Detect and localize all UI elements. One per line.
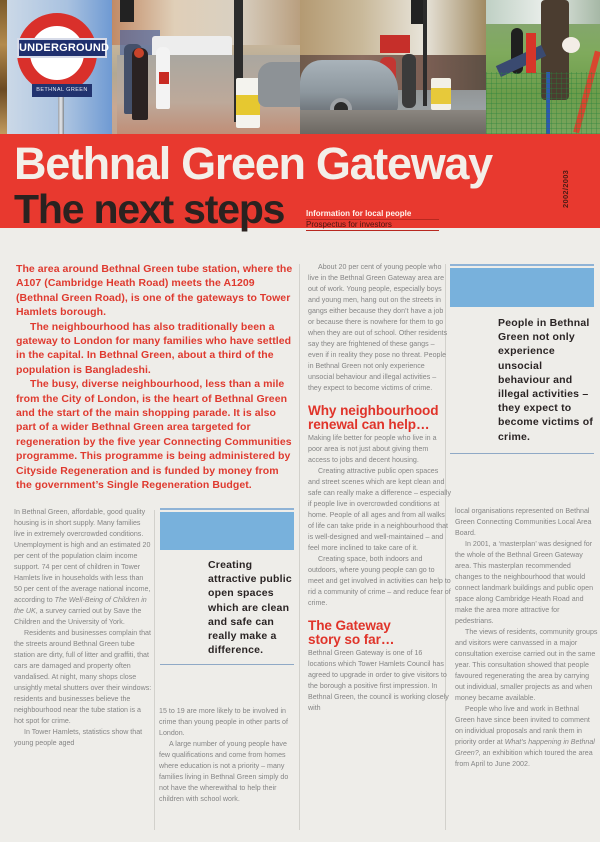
body-paragraph: In 2001, a ‘masterplan’ was designed for the whole of the Bethnal Green Gateway area. This masterplan recommended changes to the neighbourhood that would connect landmark buildings and public open space along Cambridge Heath Road and make the area more attractive for pedestrians.	[455, 540, 594, 625]
pull-quote-open-spaces	[160, 508, 294, 665]
body-paragraph: The views of residents, community groups and visitors were canvassed in a major consultation exercise carried out in the same year. This consultation showed that people favoured regenerating the area by carrying out individual, smaller projects as and when money became available.	[455, 628, 598, 702]
body-paragraph: 15 to 19 are more likely to be involved in crime than young people in other parts of London.	[159, 707, 288, 737]
body-text: , an exhibition which toured the area from April to June 2002.	[455, 749, 593, 768]
body-column-3	[308, 262, 451, 714]
body-text: , a survey carried out by Save the Children and the University of York.	[14, 607, 142, 626]
pull-quote-color-block	[160, 512, 294, 550]
body-paragraph	[14, 507, 152, 628]
pull-quote-crime	[450, 264, 594, 454]
body-paragraph: local organisations represented on Bethnal Green Connecting Communities Local Area Board.	[455, 507, 592, 537]
street-crossing-photo	[112, 0, 300, 134]
body-paragraph: Making life better for people who live in a poor area is not just about giving them access to jobs and decent housing.	[308, 434, 437, 465]
pull-quote-rule	[160, 508, 294, 510]
column-divider	[299, 264, 300, 830]
tagline	[306, 209, 439, 231]
body-text: In Bethnal Green, affordable, good quality housing is in short supply. Many families live in extremely overcrowded conditions. Unemployment is high and an estimated 20 per cent of the population claim income support. 74 per cent of children in Tower Hamlets live in households with less than 50 per cent of the average national income, according to	[14, 508, 151, 604]
body-text: People who live and work in Bethnal Green have since been invited to comment on individual proposals and rank them in priority order at	[455, 705, 590, 746]
body-paragraph: A large number of young people have few qualifications and come from homes where education is not a priority – many families living in Bethnal Green simply do not have the wherewithal to help their children with school work.	[159, 740, 289, 803]
page-subtitle: The next steps	[14, 186, 285, 232]
body-column-4	[455, 506, 598, 770]
body-paragraph: In Tower Hamlets, statistics show that young people aged	[14, 728, 143, 747]
body-paragraph: Bethnal Green Gateway is one of 16 locations which Tower Hamlets Council has agreed to upgrade in order to give visitors to the borough a positive first impression. In Bethnal Green, the council is working closely with	[308, 649, 449, 713]
section-heading-renewal: Why neighbourhood renewal can help…	[308, 403, 439, 432]
body-paragraph: Creating space, both indoors and outdoors, where young people can go to meet and get involved in activities can help to rid a community of crime – and reduce fear of crime.	[308, 555, 451, 608]
lead-paragraph: The busy, diverse neighbourhood, less than a mile from the City of London, is the heart of Bethnal Green and the start of the main shopping parade. It is also part of a wider Bethnal Green area targeted for regeneration by the five year Connecting Communities programme. This programme is being administered by Cityside Regeneration and is funded by money from the government’s Single Regeneration Budget.	[16, 378, 292, 492]
body-paragraph	[455, 704, 598, 770]
exhibition-title: What’s happening in Bethnal Green?	[455, 738, 595, 757]
body-paragraph: Residents and businesses complain that the streets around Bethnal Green tube station are dirty, full of litter and graffiti, that cars are damaged and property often vandalised. At night, many shops close unsightly metal shutters over their windows: residents and businesses believe the neighbourhood near the tube station is a hot spot for crime.	[14, 629, 152, 725]
station-label: BETHNAL GREEN	[32, 84, 92, 97]
pull-quote-text: Creating attractive public open spaces which are clean and safe can really make a difference.	[208, 559, 292, 657]
pull-quote-color-block	[450, 268, 594, 307]
underground-sign-photo	[0, 0, 112, 134]
publication-title: The Well-Being of Children in the UK	[14, 596, 147, 615]
pull-quote-rule	[160, 664, 294, 665]
column-divider	[154, 510, 155, 830]
tagline-local-people: Information for local people	[306, 209, 439, 220]
lead-paragraph: The area around Bethnal Green tube station, where the A107 (Cambridge Heath Road) meets the A1209 (Bethnal Green Road), is one of the gateways to Tower Hamlets borough.	[16, 263, 293, 319]
edition-year: 2002/2003	[561, 169, 570, 208]
page-title: Bethnal Green Gateway	[14, 138, 492, 189]
photo-strip	[0, 0, 600, 134]
body-paragraph: About 20 per cent of young people who live in the Bethnal Green Gateway area are out of work. Young people, especially boys and young men, hang out on the streets in gangs either because they don’t have a job or because there is nowhere for them to go when they are out of school. Other residents say they are frightened of these gangs – even if in reality they pose no threat. People in Bethnal Green not only experience unsocial behaviour and illegal activities – they expect to become victims of crime.	[308, 263, 448, 392]
car-and-crowd-photo	[300, 0, 486, 134]
lead-paragraph: The neighbourhood has also traditionally been a gateway to London for many families who have settled in the capital. In Bethnal Green, about a third of the population is Bangladeshi.	[16, 320, 292, 376]
park-swing-photo	[486, 0, 600, 134]
pull-quote-rule	[450, 264, 594, 266]
lead-text	[16, 262, 296, 493]
sign-pole	[58, 97, 64, 134]
body-column-1	[14, 507, 152, 749]
section-heading-gateway-story: The Gateway story so far…	[308, 618, 395, 647]
photo-edge	[0, 0, 7, 134]
tagline-investors: Prospectus for investors	[306, 220, 439, 231]
pull-quote-rule	[450, 453, 594, 454]
body-column-2	[159, 706, 296, 805]
underground-label: UNDERGROUND	[17, 38, 107, 58]
pull-quote-text: People in Bethnal Green not only experience unsocial behaviour and illegal activities – they expect to become victims of crime.	[498, 317, 594, 443]
body-paragraph: Creating attractive public open spaces and street scenes which are kept clean and safe can really make a difference – especially if people live in overcrowded conditions at home. People of all ages and from all walks of life can take pride in a neighbourhood that is well-designed and well-maintained – and feel more inclined to take care of it.	[308, 467, 452, 553]
